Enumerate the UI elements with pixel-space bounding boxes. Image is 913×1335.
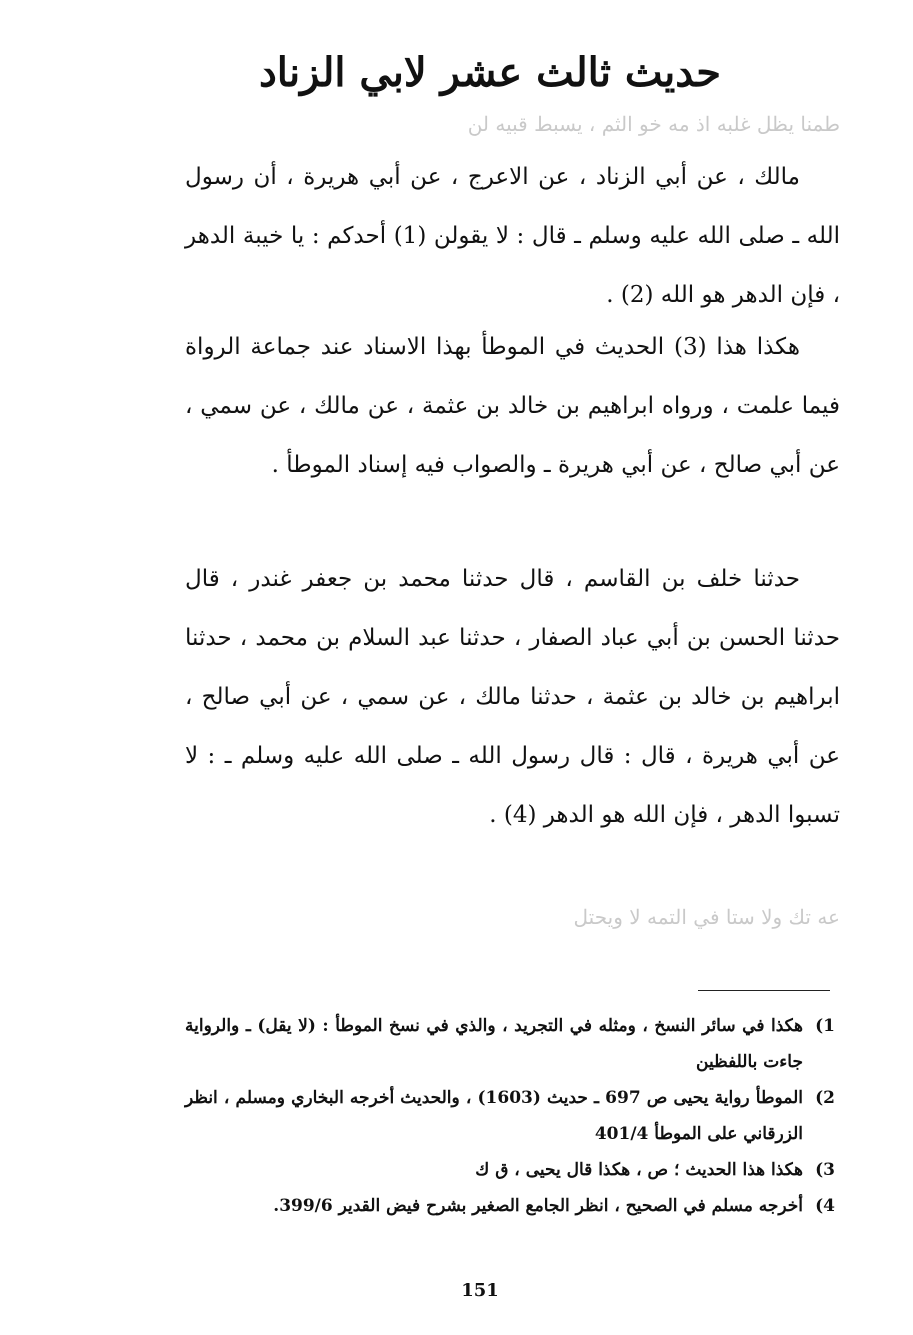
paragraph-isnad: حدثنا خلف بن القاسم ، قال حدثنا محمد بن جعفر غندر ، قال حدثنا الحسن بن أبي عباد الصفار ، حدثنا عبد السلام بن محمد ، حدثنا ابراهيم بن خالد بن عثمة ، حدثنا مالك ، عن سمي ، عن أبي صالح ، عن أبي هريرة ، قال : قال رسول الله ـ صلى الله عليه وسلم ـ : لا تسبوا الدهر ، فإن الله هو الدهر (4) .: [185, 566, 840, 828]
footnote-number: 1): [815, 1016, 835, 1036]
bleed-through-text-lower: عه تك ولا ستا في التمه لا ويحتل: [573, 905, 840, 929]
footnote-item: [185, 1008, 835, 1080]
footnote-separator: [698, 990, 830, 991]
footnote-item: [185, 1188, 835, 1224]
footnote-number: 2): [815, 1088, 835, 1108]
footnote-text: هكذا في سائر النسخ ، ومثله في التجريد ، والذي في نسخ الموطأ : (لا يقل) ـ والرواية جاءت باللفظين: [185, 1016, 803, 1072]
footnote-number: 4): [815, 1196, 835, 1216]
bleed-through-text: طمنا يظل غلبه اذ مه خو الثم ، يسبط قبيه لن: [467, 112, 840, 136]
footnote-text: هكذا هذا الحديث ؛ ص ، هكذا قال يحيى ، ق ك: [475, 1160, 803, 1180]
footnotes: [185, 1008, 835, 1224]
paragraph-commentary: هكذا هذا (3) الحديث في الموطأ بهذا الاسناد عند جماعة الرواة فيما علمت ، ورواه ابراهيم بن خالد بن عثمة ، عن مالك ، عن سمي ، عن أبي صالح ، عن أبي هريرة ـ والصواب فيه إسناد الموطأ .: [185, 334, 840, 478]
footnote-item: [185, 1152, 835, 1188]
footnote-item: [185, 1080, 835, 1152]
footnote-text: أخرجه مسلم في الصحيح ، انظر الجامع الصغير بشرح فيض القدير 399/6.: [273, 1196, 803, 1216]
paragraph-hadith-text: مالك ، عن أبي الزناد ، عن الاعرج ، عن أبي هريرة ، أن رسول الله ـ صلى الله عليه وسلم ـ قال : لا يقولن (1) أحدكم : يا خيبة الدهر ، فإن الدهر هو الله (2) .: [185, 164, 841, 308]
page-number: 151: [461, 1280, 499, 1301]
footnote-number: 3): [815, 1160, 835, 1180]
chapter-title: حديث ثالث عشر لابي الزناد: [258, 49, 722, 96]
footnote-text: الموطأ رواية يحيى ص 697 ـ حديث (1603) ، والحديث أخرجه البخاري ومسلم ، انظر الزرقاني على الموطأ 401/4: [185, 1088, 803, 1144]
